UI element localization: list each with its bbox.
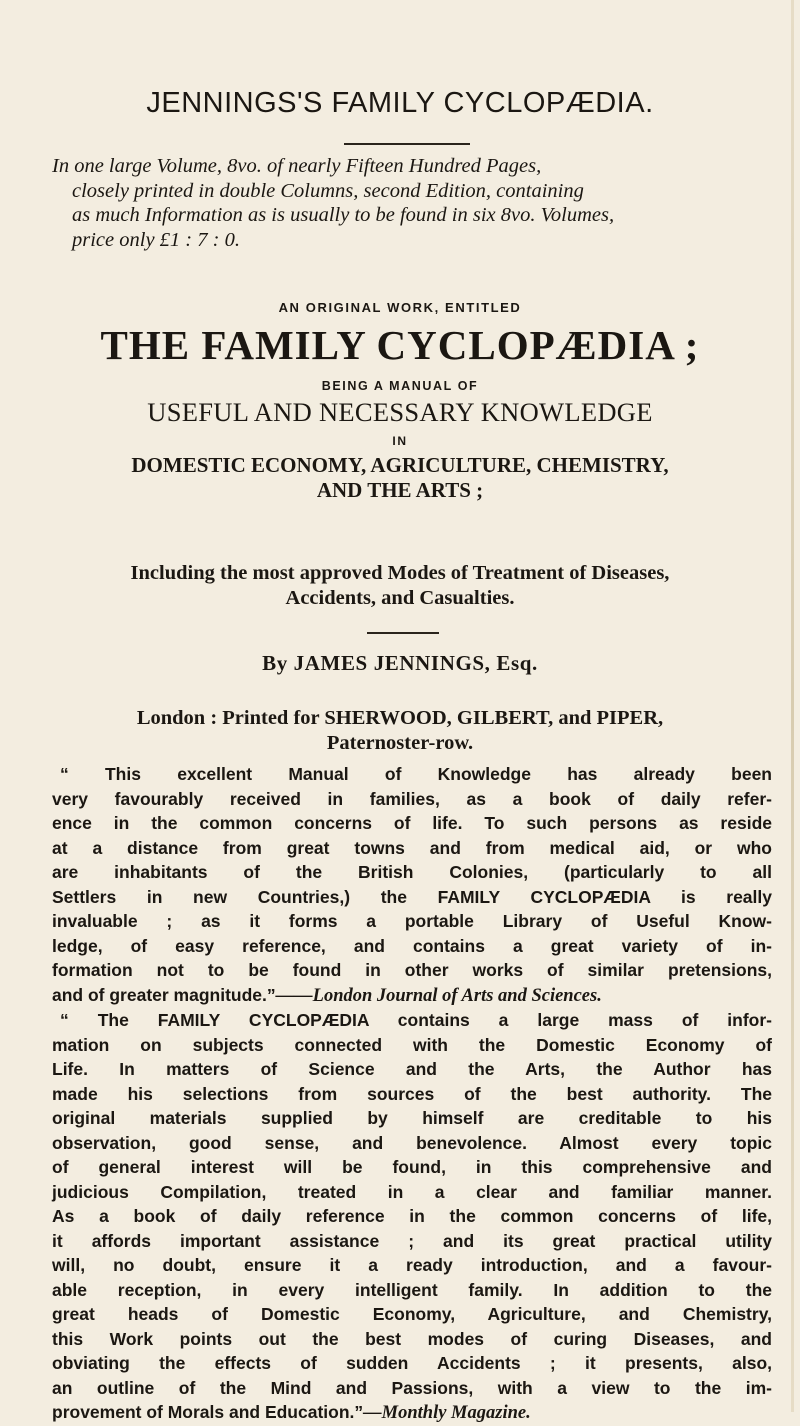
being-line: BEING A MANUAL OF	[321, 379, 479, 393]
including-line: Accidents, and Casualties.	[285, 587, 515, 609]
intro-line: closely printed in double Columns, second Edition, containing	[72, 179, 584, 202]
including-line: Including the most approved Modes of Treatment of Diseases,	[130, 562, 670, 584]
review-line: observation, good sense, and benevolence. Almost every topic	[52, 1132, 772, 1153]
review-line: an outline of the Mind and Passions, with a view to the im-	[52, 1377, 772, 1398]
imprint-line: Paternoster-row.	[326, 732, 474, 754]
review-line: “ This excellent Manual of Knowledge has already been	[60, 764, 772, 784]
intro-line: In one large Volume, 8vo. of nearly Fifteen Hundred Pages,	[52, 155, 542, 177]
imprint-line: London : Printed for SHERWOOD, GILBERT, and PIPER,	[136, 707, 664, 729]
intro-line: price only £1 : 7 : 0.	[72, 228, 240, 251]
review-line: invaluable ; as it forms a portable Library of Useful Know-	[52, 911, 772, 931]
review-line: original materials supplied by himself are creditable to his	[52, 1108, 772, 1128]
preamble: AN ORIGINAL WORK, ENTITLED	[278, 300, 522, 315]
review-source: —Monthly Magazine.	[363, 1403, 531, 1423]
review-line: ledge, of easy reference, and contains a great variety of in-	[52, 935, 772, 956]
review-line: it affords important assistance ; and its great practical utility	[52, 1230, 772, 1251]
review-line: “ The FAMILY CYCLOPÆDIA contains a large mass of infor-	[60, 1010, 772, 1030]
review-line-with-source	[52, 983, 772, 1009]
intro-line: as much Information as is usually to be found in six 8vo. Volumes,	[72, 204, 615, 226]
review-line: made his selections from sources of the best authority. The	[52, 1083, 772, 1104]
title-rule	[344, 143, 470, 145]
review-line: at a distance from great towns and from medical aid, or who	[52, 837, 772, 858]
author-line: By JAMES JENNINGS, Esq.	[262, 651, 538, 675]
review-source: ——London Journal of Arts and Sciences.	[275, 985, 602, 1006]
imprint	[0, 706, 800, 756]
review-line: As a book of daily reference in the common concerns of life,	[52, 1206, 772, 1226]
author-rule	[367, 632, 439, 634]
review-line: mation on subjects connected with the Domestic Economy of	[52, 1034, 772, 1055]
review-line: will, no doubt, ensure it a ready introduction, and a favour-	[52, 1255, 772, 1275]
review-line: Life. In matters of Science and the Arts, the Author has	[52, 1059, 772, 1079]
review-line: this Work points out the best modes of curing Diseases, and	[52, 1328, 772, 1349]
reviews	[52, 762, 772, 1426]
review-line: ence in the common concerns of life. To such persons as reside	[52, 813, 772, 833]
review-line: provement of Morals and Education.”	[52, 1402, 364, 1422]
review-line: Settlers in new Countries,) the FAMILY CYCLOPÆDIA is really	[52, 886, 772, 907]
review-line: of general interest will be found, in this comprehensive and	[52, 1157, 772, 1177]
intro-paragraph	[52, 154, 772, 252]
review-line: great heads of Domestic Economy, Agriculture, and Chemistry,	[52, 1304, 772, 1324]
subtitle: USEFUL AND NECESSARY KNOWLEDGE	[147, 397, 653, 427]
review-line: and of greater magnitude.”	[52, 984, 276, 1005]
in-line: IN	[392, 434, 408, 448]
review-line: judicious Compilation, treated in a clear and familiar manner.	[52, 1181, 772, 1202]
review-line: are inhabitants of the British Colonies, (particularly to all	[52, 862, 772, 882]
page-title: JENNINGS'S FAMILY CYCLOPÆDIA.	[146, 87, 654, 119]
including-paragraph	[0, 561, 800, 611]
subjects-line-1: DOMESTIC ECONOMY, AGRICULTURE, CHEMISTRY,	[131, 453, 669, 477]
review-line: obviating the effects of sudden Accidents ; it presents, also,	[52, 1353, 772, 1373]
review-line: very favourably received in families, as a book of daily refer-	[52, 788, 772, 809]
review-line-with-source	[52, 1400, 772, 1426]
main-title: THE FAMILY CYCLOPÆDIA ;	[100, 322, 700, 368]
review-line: able reception, in every intelligent family. In addition to the	[52, 1279, 772, 1300]
subjects-line-2: AND THE ARTS ;	[316, 478, 484, 502]
review-line: formation not to be found in other works of similar pretensions,	[52, 960, 772, 980]
